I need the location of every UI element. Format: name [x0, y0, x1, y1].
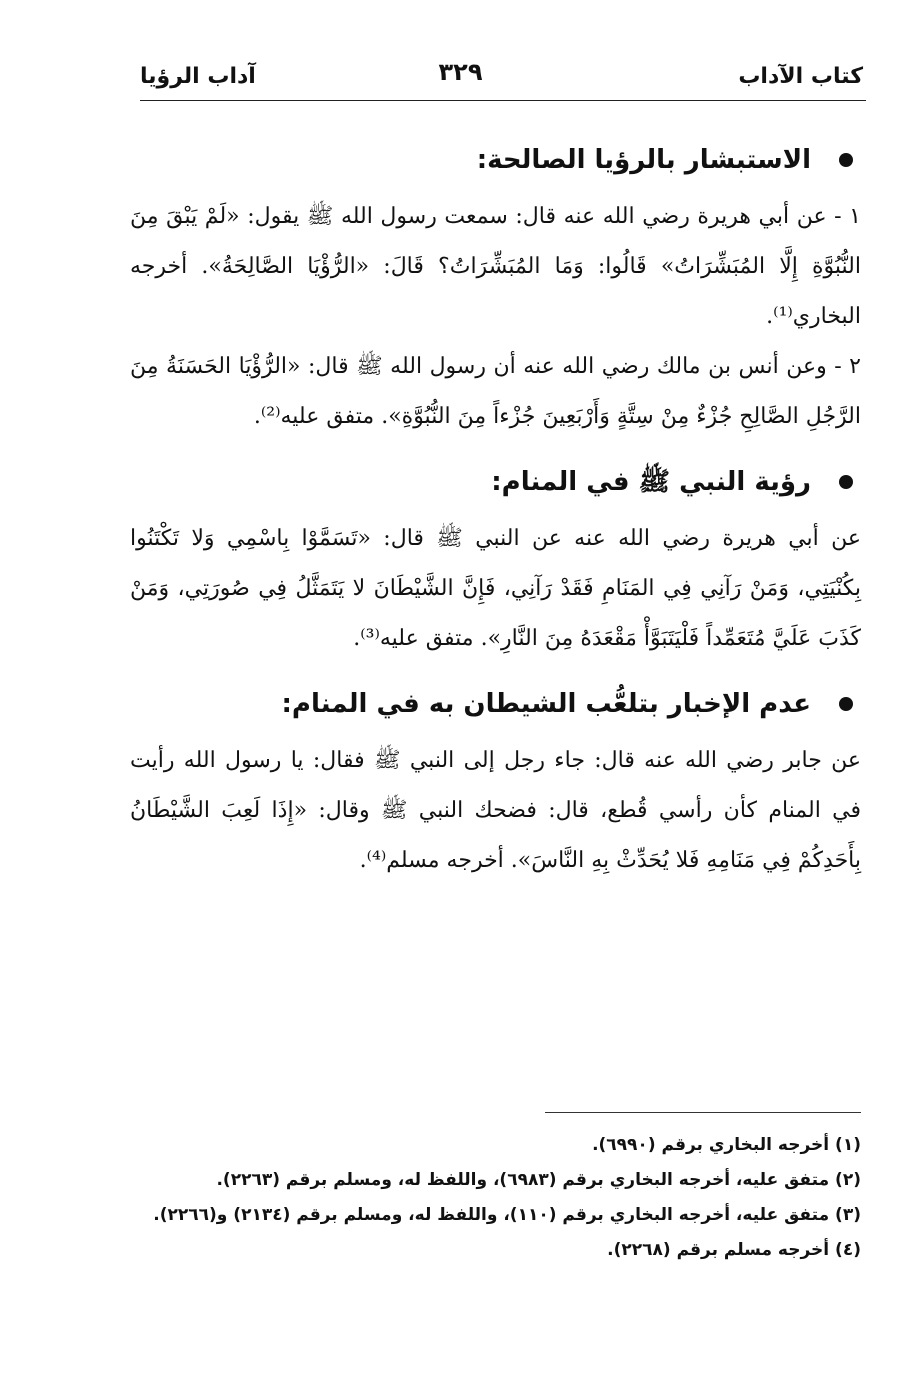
- footnote: (١) أخرجه البخاري برقم (٦٩٩٠).: [592, 1135, 861, 1155]
- section-good-dreams: [130, 142, 861, 442]
- section-seeing-prophet: [130, 464, 861, 664]
- header-rule: [140, 100, 866, 101]
- section-title: آداب الرؤيا: [140, 64, 256, 89]
- hadith-paragraph: ٢ - وعن أنس بن مالك رضي الله عنه أن رسول الله ﷺ قال: «الرُّؤْيَا الحَسَنَةُ مِنَ الرَّجُلِ الصَّالِحِ جُزْءٌ مِنْ سِتَّةٍ وَأَرْبَعِينَ جُزْءاً مِنَ النُّبُوَّةِ». متفق عليه⁽²⁾.: [130, 354, 861, 429]
- section-heading: الاستبشار بالرؤيا الصالحة:: [130, 142, 861, 178]
- section-heading: عدم الإخبار بتلعُّب الشيطان به في المنام:: [130, 686, 861, 722]
- hadith-paragraph: عن أبي هريرة رضي الله عنه عن النبي ﷺ قال: «تَسَمَّوْا بِاسْمِي وَلا تَكْتَنُوا بِكُنْيَتِي، وَمَنْ رَآنِي فِي المَنَامِ فَقَدْ رَآنِي، فَإِنَّ الشَّيْطَانَ لا يَتَمَثَّلُ فِي صُورَتِي، وَمَنْ كَذَبَ عَلَيَّ مُتَعَمِّداً فَلْيَتَبَوَّأْ مَقْعَدَهُ مِنَ النَّارِ». متفق عليه⁽³⁾.: [130, 526, 861, 651]
- hadith-paragraph: عن جابر رضي الله عنه قال: جاء رجل إلى النبي ﷺ فقال: يا رسول الله رأيت في المنام كأن رأسي قُطع، قال: فضحك النبي ﷺ وقال: «إِذَا لَعِبَ الشَّيْطَانُ بِأَحَدِكُمْ فِي مَنَامِهِ فَلا يُحَدِّثْ بِهِ النَّاسَ». أخرجه مسلم⁽⁴⁾.: [130, 748, 861, 873]
- footnote: (٤) أخرجه مسلم برقم (٢٢٦٨).: [607, 1240, 861, 1260]
- page-number: ٣٢٩: [438, 58, 483, 86]
- footnote: (٣) متفق عليه، أخرجه البخاري برقم (١١٠)، واللفظ له، ومسلم برقم (٢١٣٤) و(٢٢٦٦).: [153, 1205, 861, 1225]
- chapter-title: كتاب الآداب: [738, 64, 863, 89]
- bullet-icon: [839, 153, 853, 167]
- footnote-rule: [545, 1112, 861, 1113]
- bullet-icon: [839, 697, 853, 711]
- section-heading: رؤية النبي ﷺ في المنام:: [130, 464, 861, 500]
- footnote: (٢) متفق عليه، أخرجه البخاري برقم (٦٩٨٣)، واللفظ له، ومسلم برقم (٢٢٦٣).: [216, 1170, 861, 1190]
- footnotes: [140, 1128, 861, 1268]
- section-satan-play: [130, 686, 861, 886]
- hadith-paragraph: ١ - عن أبي هريرة رضي الله عنه قال: سمعت رسول الله ﷺ يقول: «لَمْ يَبْقَ مِنَ النُّبُوَّةِ إِلَّا المُبَشِّرَاتُ» قَالُوا: وَمَا المُبَشِّرَاتُ؟ قَالَ: «الرُّؤْيَا الصَّالِحَةُ». أخرجه البخاري⁽¹⁾.: [130, 204, 861, 329]
- page-body: [130, 130, 861, 886]
- bullet-icon: [839, 475, 853, 489]
